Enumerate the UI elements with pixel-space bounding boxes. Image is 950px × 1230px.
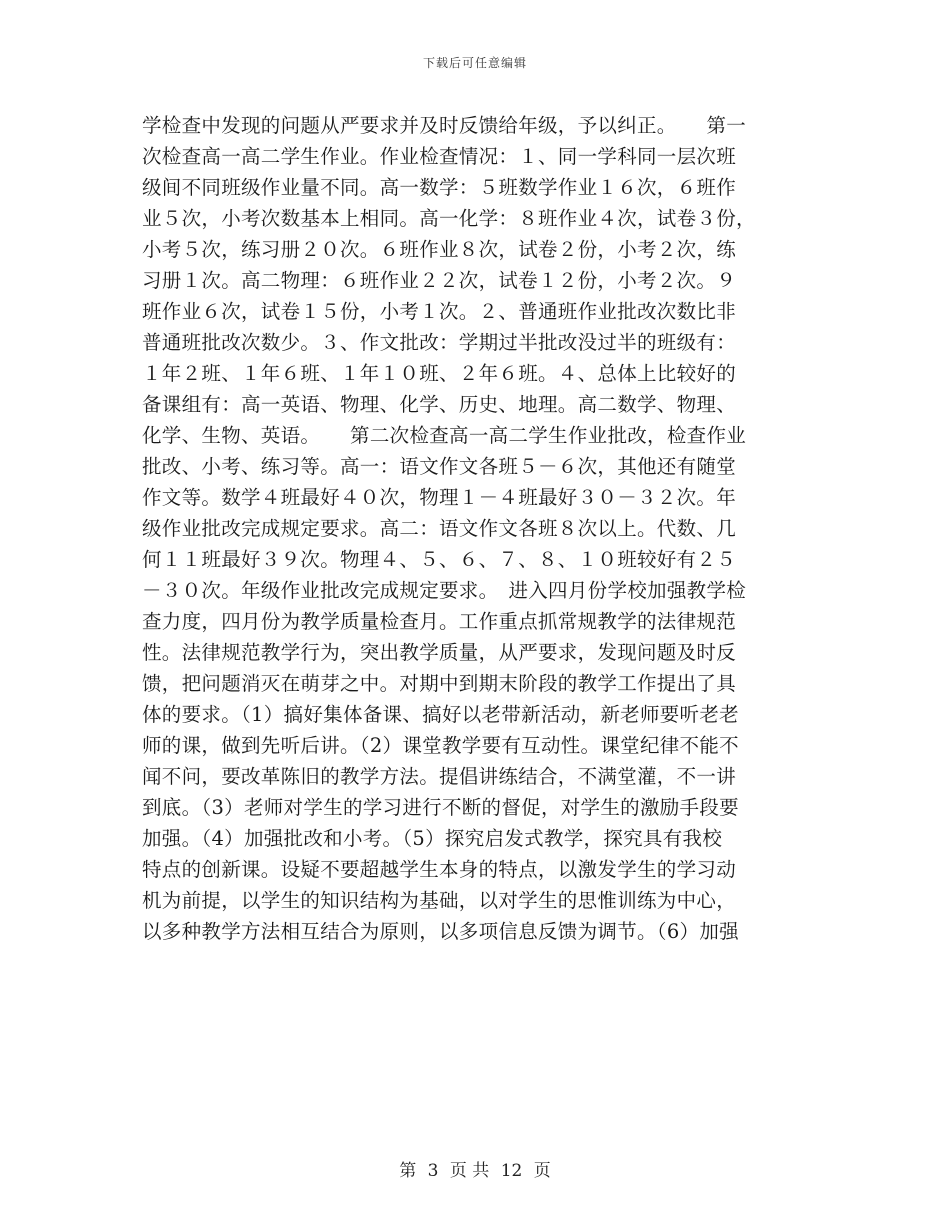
page-label-suffix: 页 — [533, 1161, 551, 1181]
body-line: 以多种教学方法相互结合为原则，以多项信息反馈为调节。（6）加强 — [142, 920, 739, 943]
body-line: 馈，把问题消灭在萌芽之中。对期中到期末阶段的教学工作提出了具 — [142, 672, 737, 695]
body-line: 体的要求。（1）搞好集体备课、搞好以老带新活动，新老师要听老老 — [142, 703, 739, 726]
body-line: 加强。（4）加强批改和小考。（5）探究启发式教学，探究具有我校 — [142, 827, 723, 850]
body-line: 特点的创新课。设疑不要超越学生本身的特点，以激发学生的学习动 — [142, 858, 737, 881]
page-label-mid: 页 共 — [449, 1161, 490, 1181]
body-line: 班作业６次，试卷１５份，小考１次。２、普通班作业批改次数比非 — [142, 300, 737, 323]
body-line: 小考５次，练习册２０次。６班作业８次，试卷２份，小考２次，练 — [142, 238, 737, 261]
body-line: 级间不同班级作业量不同。高一数学：５班数学作业１６次，６班作 — [142, 176, 737, 199]
body-line: 师的课，做到先听后讲。（2）课堂教学要有互动性。课堂纪律不能不 — [142, 734, 739, 757]
total-pages-number: 12 — [500, 1161, 523, 1181]
body-line: 习册１次。高二物理：６班作业２２次，试卷１２份，小考２次。９ — [142, 269, 737, 292]
page-header: 下载后可任意编辑 — [422, 56, 527, 70]
body-line: 次检查高一高二学生作业。作业检查情况：１、同一学科同一层次班 — [142, 145, 737, 168]
body-line: 闻不问，要改革陈旧的教学方法。提倡讲练结合，不满堂灌，不一讲 — [142, 765, 737, 788]
body-line: 化学、生物、英语。 第二次检查高一高二学生作业批改，检查作业 — [142, 424, 747, 447]
body-line: 到底。（3）老师对学生的学习进行不断的督促，对学生的激励手段要 — [142, 796, 739, 819]
page-label-prefix: 第 — [399, 1161, 417, 1181]
body-line: 批改、小考、练习等。高一：语文作文各班５－６次，其他还有随堂 — [142, 455, 737, 478]
body-line: 性。法律规范教学行为，突出教学质量，从严要求，发现问题及时反 — [142, 641, 737, 664]
body-line: 查力度，四月份为教学质量检查月。工作重点抓常规教学的法律规范 — [142, 610, 737, 633]
body-line: １年２班、１年６班、１年１０班、２年６班。４、总体上比较好的 — [142, 362, 737, 385]
body-line: 级作业批改完成规定要求。高二：语文作文各班８次以上。代数、几 — [142, 517, 737, 540]
body-line: 作文等。数学４班最好４０次，物理１－４班最好３０－３２次。年 — [142, 486, 737, 509]
page-footer — [0, 1156, 950, 1181]
body-line: 备课组有：高一英语、物理、化学、历史、地理。高二数学、物理、 — [142, 393, 737, 416]
body-line: －３０次。年级作业批改完成规定要求。 进入四月份学校加强教学检 — [142, 579, 747, 602]
body-line: 普通班批改次数少。３、作文批改：学期过半批改没过半的班级有： — [142, 331, 737, 354]
current-page-number: 3 — [427, 1161, 439, 1181]
document-body — [142, 110, 808, 947]
body-line: 机为前提，以学生的知识结构为基础，以对学生的思惟训练为中心， — [142, 889, 737, 912]
body-line: 业５次，小考次数基本上相同。高一化学：８班作业４次，试卷３份， — [142, 207, 756, 230]
body-line: 何１１班最好３９次。物理４、５、６、７、８、１０班较好有２５ — [142, 548, 737, 571]
body-line: 学检查中发现的问题从严要求并及时反馈给年级，予以纠正。 第一 — [142, 114, 747, 137]
